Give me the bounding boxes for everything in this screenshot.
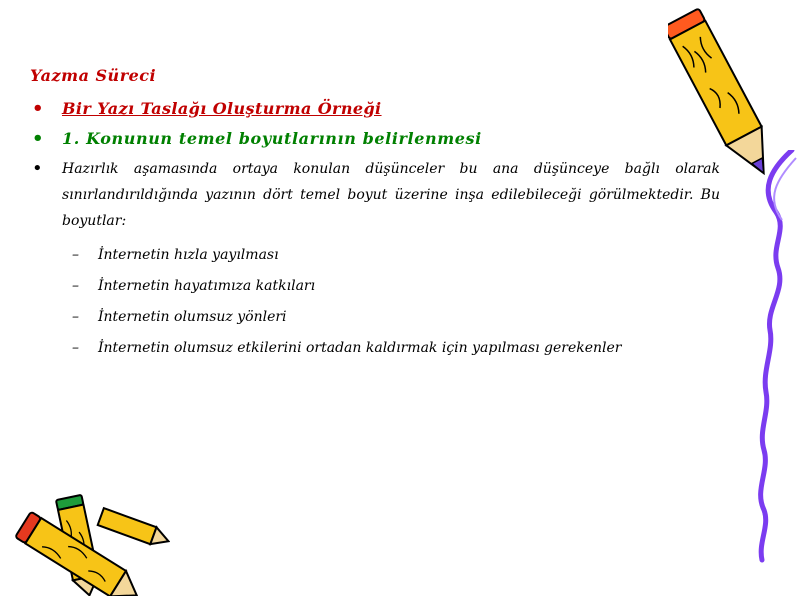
sub-item: – İnternetin hayatımıza katkıları xyxy=(72,278,316,294)
bullet-dot: • xyxy=(32,158,43,179)
sub-list xyxy=(30,240,720,364)
slide-title: Yazma Süreci xyxy=(30,66,157,85)
bullet-text: Bir Yazı Taslağı Oluşturma Örneği xyxy=(62,99,382,118)
bullet-dot: • xyxy=(32,98,44,119)
sub-item: – İnternetin hızla yayılması xyxy=(72,247,279,263)
bullet-text: 1. Konunun temel boyutlarının belirlenmesi xyxy=(62,129,482,148)
sub-item: – İnternetin olumsuz etkilerini ortadan kaldırmak için yapılması gerekenler xyxy=(72,340,622,356)
bullet-item-3 xyxy=(30,156,720,234)
bullet-item-2 xyxy=(30,126,720,152)
bullet-list xyxy=(30,96,720,364)
bullet-dot: • xyxy=(32,128,45,149)
bullet-text: Hazırlık aşamasında ortaya konulan düşünceler bu ana düşünceye bağlı olarak sınırlandırıldığında yazının dört temel boyut üzerine inşa edilebileceği görülmektedir. Bu boyutlar: xyxy=(62,161,720,229)
crossed-pencils-icon xyxy=(0,484,170,596)
bullet-item-1 xyxy=(30,96,720,122)
squiggle-line xyxy=(740,150,800,570)
sub-item: – İnternetin olumsuz yönleri xyxy=(72,309,287,325)
